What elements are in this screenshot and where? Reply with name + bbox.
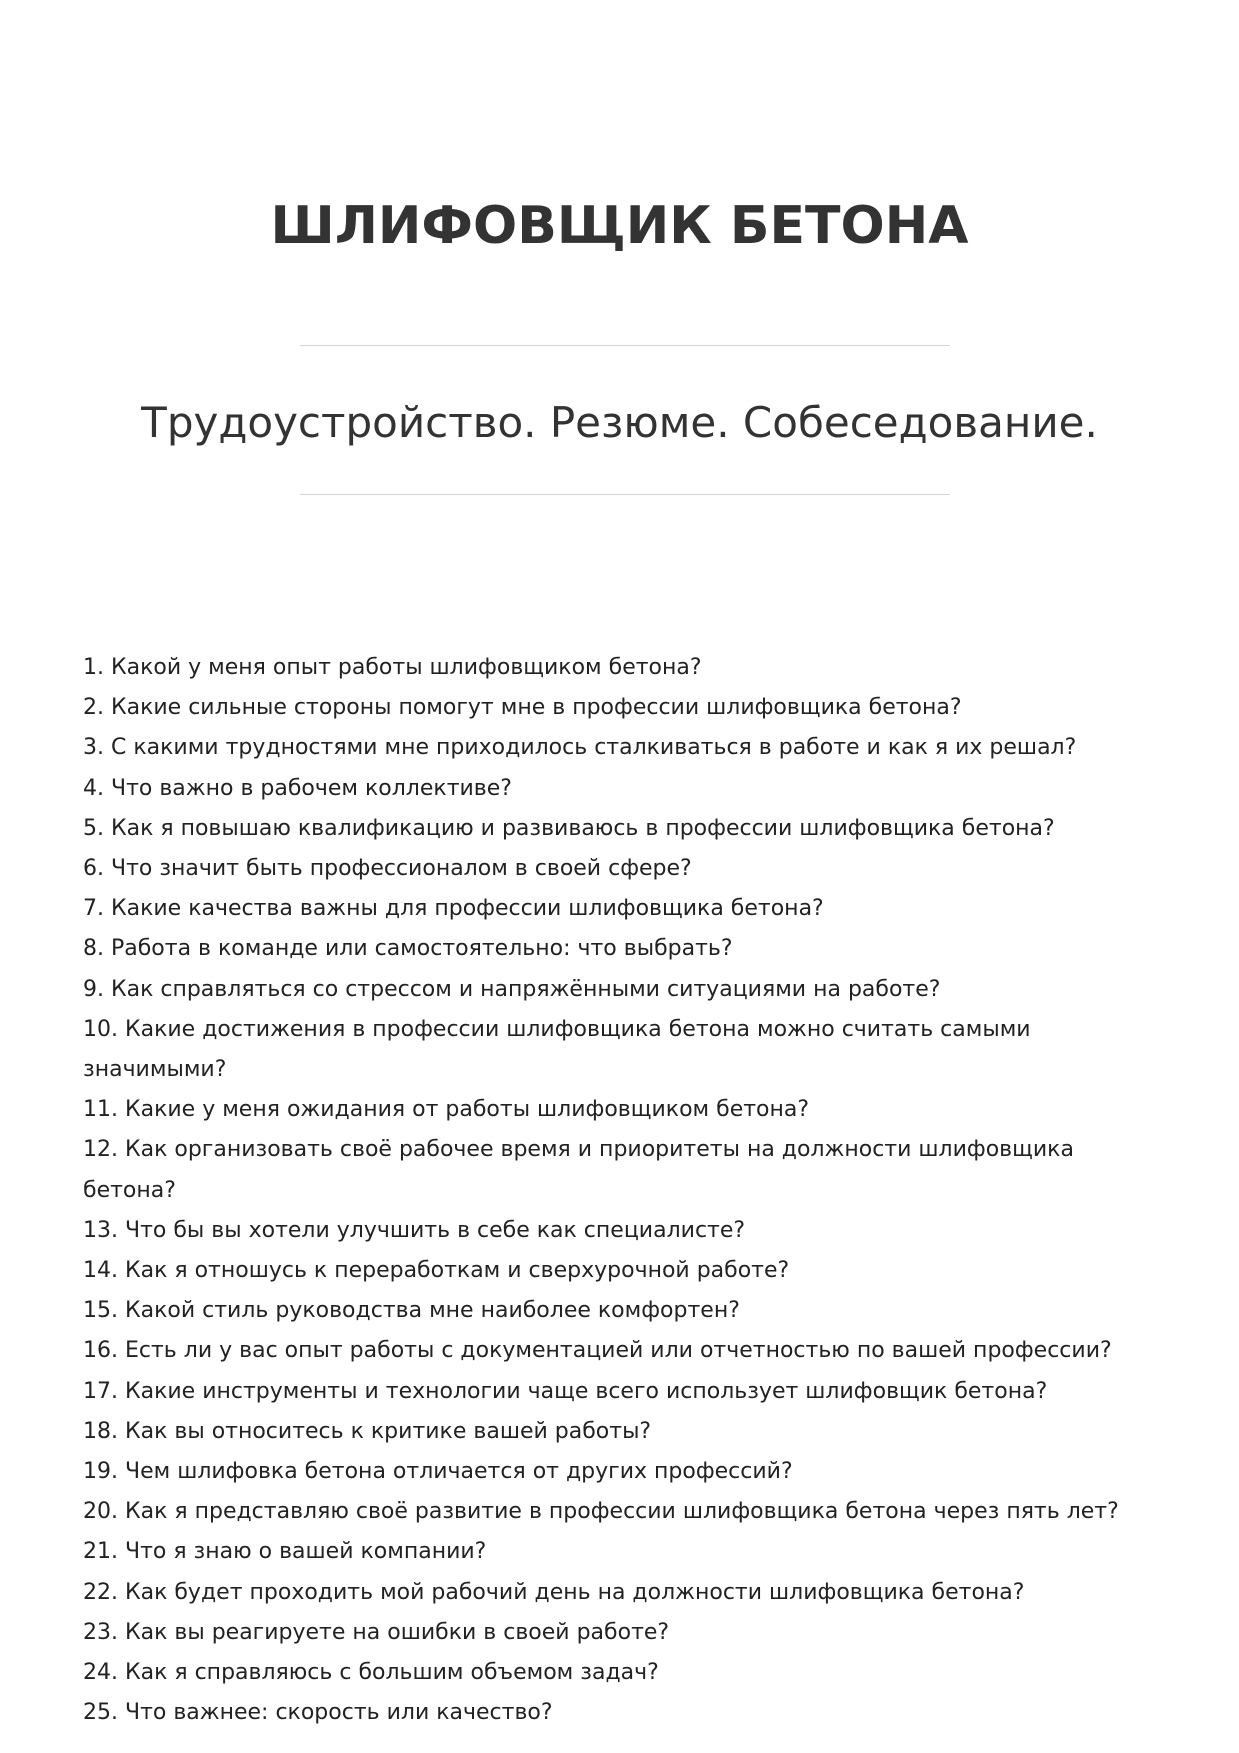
question-item: 12. Как организовать своё рабочее время и приоритеты на должности шлифовщика бетона? (83, 1137, 1074, 1203)
question-item: 18. Как вы относитесь к критике вашей работы? (83, 1418, 652, 1444)
question-item: 7. Какие качества важны для профессии шлифовщика бетона? (83, 896, 824, 922)
question-item: 19. Чем шлифовка бетона отличается от других профессий? (83, 1459, 793, 1485)
question-item: 22. Как будет проходить мой рабочий день на должности шлифовщика бетона? (83, 1579, 1025, 1605)
top-divider (300, 345, 950, 346)
question-item: 6. Что значит быть профессионалом в своей сфере? (83, 856, 692, 882)
document-subtitle: Трудоустройство. Резюме. Собеседование. (141, 398, 1098, 447)
question-item: 4. Что важно в рабочем коллективе? (83, 775, 512, 801)
bottom-divider (300, 494, 950, 495)
question-item: 13. Что бы вы хотели улучшить в себе как специалисте? (83, 1217, 746, 1243)
document-title: ШЛИФОВЩИК БЕТОНА (270, 196, 969, 256)
question-item: 10. Какие достижения в профессии шлифовщика бетона можно считать самыми значимыми? (83, 1016, 1031, 1083)
questions-list (83, 648, 1173, 1733)
question-item: 3. С какими трудностями мне приходилось сталкиваться в работе и как я их решал? (83, 735, 1077, 761)
question-item: 1. Какой у меня опыт работы шлифовщиком бетона? (83, 655, 702, 680)
question-item: 16. Есть ли у вас опыт работы с документацией или отчетностью по вашей профессии? (83, 1338, 1112, 1364)
question-item: 11. Какие у меня ожидания от работы шлифовщиком бетона? (83, 1097, 810, 1123)
question-item: 25. Что важнее: скорость или качество? (83, 1700, 553, 1726)
question-item: 20. Как я представляю своё развитие в профессии шлифовщика бетона через пять лет? (83, 1499, 1119, 1525)
question-item: 23. Как вы реагируете на ошибки в своей работе? (83, 1619, 670, 1645)
question-item: 14. Как я отношусь к переработкам и сверхурочной работе? (83, 1258, 790, 1284)
question-item: 24. Как я справляюсь с большим объемом задач? (83, 1660, 659, 1686)
question-item: 17. Какие инструменты и технологии чаще всего использует шлифовщик бетона? (83, 1378, 1048, 1404)
question-item: 15. Какой стиль руководства мне наиболее комфортен? (83, 1298, 740, 1324)
question-item: 21. Что я знаю о вашей компании? (83, 1539, 487, 1565)
question-item: 8. Работа в команде или самостоятельно: что выбрать? (83, 936, 733, 962)
question-item: 2. Какие сильные стороны помогут мне в профессии шлифовщика бетона? (83, 695, 962, 721)
question-item: 9. Как справляться со стрессом и напряжёнными ситуациями на работе? (83, 976, 941, 1002)
question-item: 5. Как я повышаю квалификацию и развиваюсь в профессии шлифовщика бетона? (83, 815, 1055, 841)
